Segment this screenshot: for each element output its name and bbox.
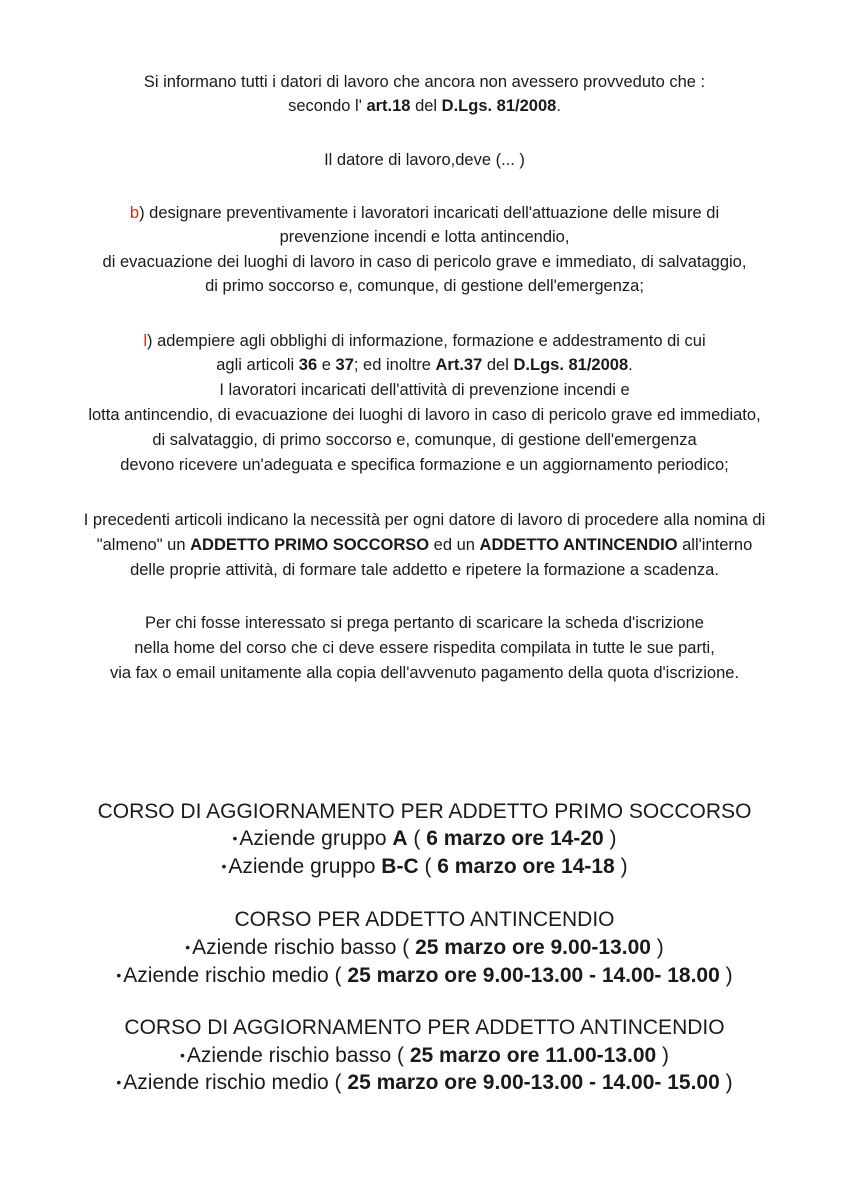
course-item-text: ) [656,1044,670,1067]
course-title: CORSO PER ADDETTO ANTINCENDIO [234,908,615,931]
course3-title [0,1015,849,1041]
course-time: ore 14-18 [516,855,615,878]
para-l-line-2 [0,354,849,376]
para-info-line-1 [0,612,849,634]
para-l-text: agli articoli [216,356,299,374]
para-b-letter: b [129,204,140,222]
para-prec-line-3 [0,559,849,581]
article-ref: 36 [298,356,318,374]
para-l-line-6 [0,454,849,476]
para-l-text: ) adempiere agli obblighi di informazione, formazione e addestramento di cui [147,332,706,350]
course-date: 6 marzo [426,827,506,850]
para-b-text: ) designare preventivamente i lavoratori incaricati dell'attuazione delle misure di [139,204,720,222]
role-first-aid: ADDETTO PRIMO SOCCORSO [190,536,430,554]
para-l-line-4 [0,404,849,426]
para-l-line-5 [0,429,849,451]
course-item-text: Aziende gruppo [228,855,382,878]
course-item-text: ) [719,964,733,987]
law-ref: D.Lgs. 81/2008 [513,356,629,374]
para-prec-text: "almeno" un [96,536,191,554]
intro-text: del [410,97,442,115]
para-l-text: del [482,356,514,374]
para-b-text: di primo soccorso e, comunque, di gestione dell'emergenza; [205,277,644,295]
intro-text: . [556,97,561,115]
course-item-text: Aziende rischio medio ( [123,964,348,987]
course-time: ore 9.00-13.00 [506,936,651,959]
course3-item-2 [0,1069,849,1096]
group-label: A [392,827,408,850]
bullet-icon: • [179,1047,185,1063]
course1-title [0,799,849,825]
course-date: 25 marzo [415,936,507,959]
para-l-letter: l [143,332,148,350]
course-item-text: ) [614,855,628,878]
para-l-text: I lavoratori incaricati dell'attività di prevenzione incendi e [219,381,630,399]
article-ref: 37 [335,356,354,374]
group-label: B-C [381,855,419,878]
para-l-text: lotta antincendio, di evacuazione dei luoghi di lavoro in caso di pericolo grave ed immediato, [88,406,761,424]
datore-line [0,149,849,171]
para-l-text: devono ricevere un'adeguata e specifica formazione e un aggiornamento periodico; [120,456,729,474]
para-b-line-3 [0,251,849,273]
bullet-icon: • [116,967,122,983]
course-item-text: Aziende rischio basso ( [192,936,416,959]
para-prec-text: delle proprie attività, di formare tale addetto e ripetere la formazione a scadenza. [130,561,719,579]
intro-text: secondo l' [288,97,367,115]
course1-item-1 [0,825,849,852]
course-item-text: ) [650,936,664,959]
intro-line-1 [0,71,849,93]
para-l-text: . [628,356,633,374]
course-time: ore 9.00-13.00 - 14.00- 15.00 [438,1071,720,1094]
course-item-text: ( [418,855,438,878]
para-b-line-2 [0,226,849,248]
course2-item-2 [0,962,849,989]
para-prec-text: all'interno [677,536,753,554]
course-item-text: ) [719,1071,733,1094]
course-title: CORSO DI AGGIORNAMENTO PER ADDETTO PRIMO SOCCORSO [97,800,752,823]
law-ref: D.Lgs. 81/2008 [441,97,557,115]
bullet-icon: • [116,1074,122,1090]
course-time: ore 11.00-13.00 [500,1044,657,1067]
para-b-text: prevenzione incendi e lotta antincendio, [279,228,570,246]
course3-item-1 [0,1042,849,1069]
para-prec-line-2 [0,534,849,556]
course-date: 25 marzo [347,964,439,987]
para-info-line-2 [0,637,849,659]
course-title: CORSO DI AGGIORNAMENTO PER ADDETTO ANTINCENDIO [124,1016,725,1039]
para-l-text: di salvataggio, di primo soccorso e, comunque, di gestione dell'emergenza [152,431,697,449]
course-item-text: ) [603,827,617,850]
intro-line-2 [0,95,849,117]
para-prec-line-1 [0,509,849,531]
para-prec-text: I precedenti articoli indicano la necessità per ogni datore di lavoro di procedere alla nomina di [83,511,766,529]
para-b-line-1 [0,202,849,224]
para-info-text: via fax o email unitamente alla copia dell'avvenuto pagamento della quota d'iscrizione. [109,664,740,682]
course-date: 25 marzo [409,1044,501,1067]
course-time: ore 14-20 [505,827,604,850]
course-time: ore 9.00-13.00 - 14.00- 18.00 [438,964,720,987]
para-prec-text: ed un [429,536,480,554]
article-ref: Art.37 [435,356,483,374]
role-fire: ADDETTO ANTINCENDIO [479,536,678,554]
course2-item-1 [0,934,849,961]
bullet-icon: • [185,939,191,955]
para-b-line-4 [0,275,849,297]
course-date: 25 marzo [347,1071,439,1094]
para-l-text: ; ed inoltre [353,356,436,374]
course-date: 6 marzo [437,855,517,878]
course-item-text: Aziende rischio basso ( [186,1044,410,1067]
bullet-icon: • [221,858,227,874]
para-b-text: di evacuazione dei luoghi di lavoro in caso di pericolo grave e immediato, di salvataggio, [102,253,747,271]
para-l-text: e [317,356,336,374]
course-item-text: ( [407,827,427,850]
article-ref: art.18 [366,97,411,115]
para-info-line-3 [0,662,849,684]
course-item-text: Aziende rischio medio ( [123,1071,348,1094]
intro-text: Si informano tutti i datori di lavoro che ancora non avessero provveduto che : [143,73,706,91]
course-item-text: Aziende gruppo [239,827,393,850]
bullet-icon: • [232,830,238,846]
datore-text: Il datore di lavoro,deve (... ) [324,151,525,169]
course1-item-2 [0,853,849,880]
course2-title [0,907,849,933]
para-l-line-1 [0,330,849,352]
para-info-text: Per chi fosse interessato si prega pertanto di scaricare la scheda d'iscrizione [145,614,704,632]
para-info-text: nella home del corso che ci deve essere rispedita compilata in tutte le sue parti, [134,639,715,657]
para-l-line-3 [0,379,849,401]
